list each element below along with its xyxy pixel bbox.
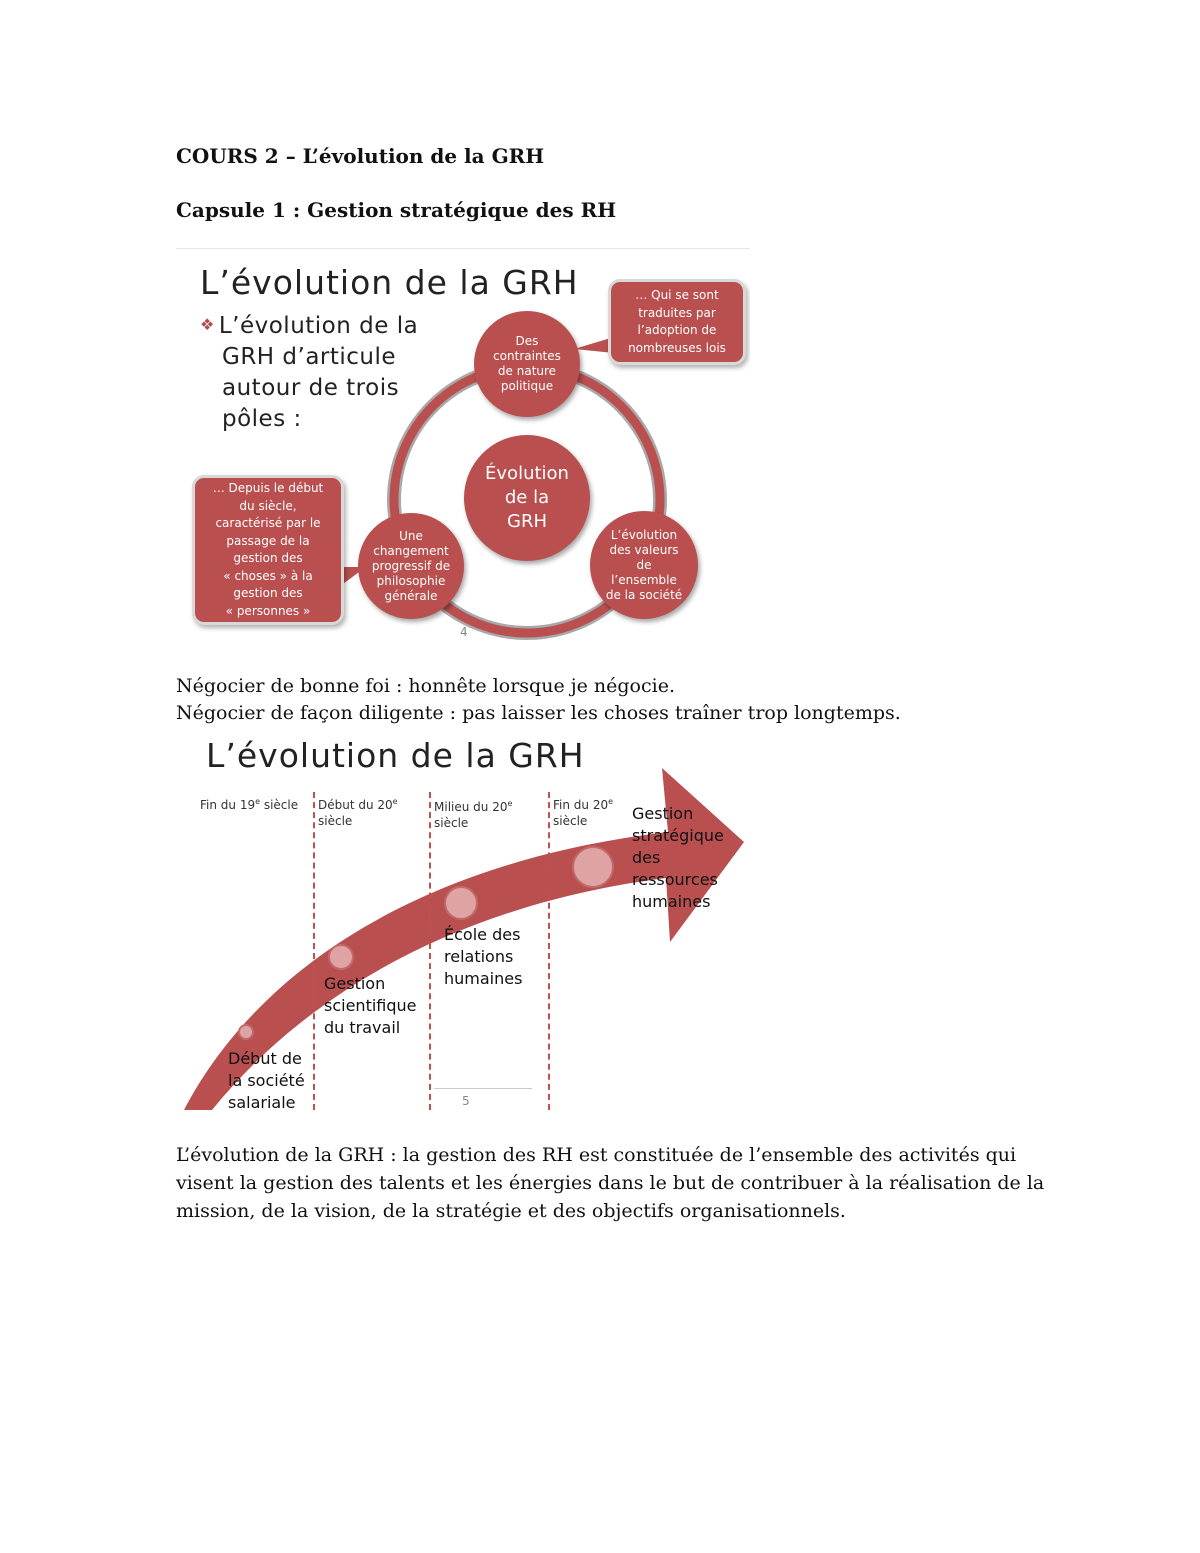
era-sup: e: [507, 799, 513, 808]
pole-line: générale: [384, 588, 438, 603]
callout-line: l’adoption de: [637, 323, 717, 337]
era-divider: [429, 792, 431, 1110]
milestone-dot: [328, 944, 354, 970]
callout-line: gestion des: [233, 586, 303, 600]
stage-line: ressources: [632, 870, 718, 889]
conclusion-line: mission, de la vision, de la stratégie et des objectifs organisationnels.: [176, 1200, 846, 1222]
stage-line: Gestion: [324, 974, 386, 993]
callout-line: nombreuses lois: [628, 340, 726, 355]
era-text: Fin du 19: [200, 798, 256, 812]
bullet-line: autour de trois: [222, 375, 400, 401]
pole-line: progressif de: [371, 558, 451, 573]
stage-line: salariale: [228, 1093, 296, 1112]
stage-line: humaines: [444, 969, 523, 988]
era-label-3: [434, 796, 512, 831]
slide-1-title: L’évolution de la GRH: [200, 263, 579, 302]
pole-line: Des: [515, 334, 539, 348]
era-divider: [313, 792, 315, 1110]
pole-line: L’évolution: [610, 527, 678, 542]
slide-2: [176, 732, 750, 1116]
era-sup: e: [255, 797, 261, 806]
era-label-2: [318, 794, 398, 829]
era-text: siècle: [553, 814, 588, 828]
stage-line: relations: [444, 947, 514, 966]
stage-label-3: [444, 924, 522, 990]
stage-line: humaines: [632, 892, 711, 911]
milestone-dot: [444, 886, 478, 920]
stage-line: Gestion: [632, 804, 694, 823]
callout-line: « choses » à la: [223, 568, 313, 583]
stage-label-2: [324, 973, 417, 1039]
note-line-2: Négocier de façon diligente : pas laisser les choses traîner trop longtemps.: [176, 702, 901, 724]
stage-line: École des: [444, 925, 521, 944]
callout-line: gestion des: [233, 551, 303, 565]
stage-line: la société: [228, 1071, 305, 1090]
stage-line: des: [632, 848, 661, 867]
pole-line: de nature: [497, 364, 557, 378]
era-sup: e: [608, 797, 614, 806]
bullet-line: pôles :: [222, 406, 302, 432]
era-text: Milieu du 20: [434, 800, 508, 814]
course-title: COURS 2 – L’évolution de la GRH: [176, 144, 545, 168]
era-label-4: [553, 794, 613, 829]
stage-label-4: [632, 803, 724, 913]
capsule-title: Capsule 1 : Gestion stratégique des RH: [176, 198, 617, 222]
note-line-1: Négocier de bonne foi : honnête lorsque je négocie.: [176, 675, 675, 697]
slide-2-title: L’évolution de la GRH: [206, 736, 585, 775]
conclusion-line: L’évolution de la GRH : la gestion des RH est constituée de l’ensemble des activités qui: [176, 1144, 1017, 1166]
slide-2-footer-line: [434, 1088, 532, 1089]
callout-line: … Qui se sont: [635, 288, 719, 302]
callout-line: passage de la: [226, 533, 310, 548]
era-sup: e: [392, 797, 398, 806]
era-text: siècle: [434, 816, 469, 830]
stage-line: stratégique: [632, 826, 724, 845]
era-text: siècle: [260, 798, 299, 812]
pole-line: des valeurs: [609, 542, 679, 557]
bullet-line: GRH d’articule: [222, 344, 397, 370]
center-line: de la: [504, 487, 550, 508]
era-text: Fin du 20: [553, 798, 609, 812]
callout-line: du siècle,: [239, 498, 297, 513]
conclusion-paragraph: [176, 1141, 1076, 1225]
pole-line: contraintes: [493, 349, 561, 363]
milestone-dot: [572, 846, 614, 888]
callout-line: traduites par: [638, 305, 716, 320]
stage-line: Début de: [228, 1049, 302, 1068]
stage-line: du travail: [324, 1018, 401, 1037]
pole-line: politique: [500, 379, 554, 393]
slide-2-page-number: 5: [462, 1094, 470, 1108]
callout-line: « personnes »: [225, 603, 311, 618]
era-divider: [548, 792, 550, 1110]
bullet-line: L’évolution de la: [218, 313, 419, 339]
callout-left: [192, 475, 344, 625]
pole-line: de la société: [605, 587, 683, 602]
diamond-bullet-icon: ❖: [200, 315, 215, 334]
pole-line: l’ensemble: [611, 572, 677, 587]
stage-label-1: [228, 1048, 305, 1114]
callout-line: caractérisé par le: [215, 516, 321, 530]
callout-right: [608, 279, 746, 365]
slide-1-page-number: 4: [460, 625, 468, 639]
era-text: siècle: [318, 814, 353, 828]
era-text: Début du 20: [318, 798, 393, 812]
pole-line: philosophie: [376, 573, 446, 588]
center-line: GRH: [507, 511, 547, 532]
pole-line: de: [636, 557, 652, 572]
conclusion-line: visent la gestion des talents et les énergies dans le but de contribuer à la réalisation de la: [176, 1172, 1045, 1194]
era-label-1: [200, 794, 298, 813]
center-line: Évolution: [485, 463, 569, 484]
pole-line: Une: [399, 528, 423, 543]
callout-line: … Depuis le début: [212, 481, 324, 495]
stage-line: scientifique: [324, 996, 417, 1015]
milestone-dot: [238, 1024, 254, 1040]
slide-1: [176, 248, 750, 641]
pole-line: changement: [373, 543, 449, 558]
